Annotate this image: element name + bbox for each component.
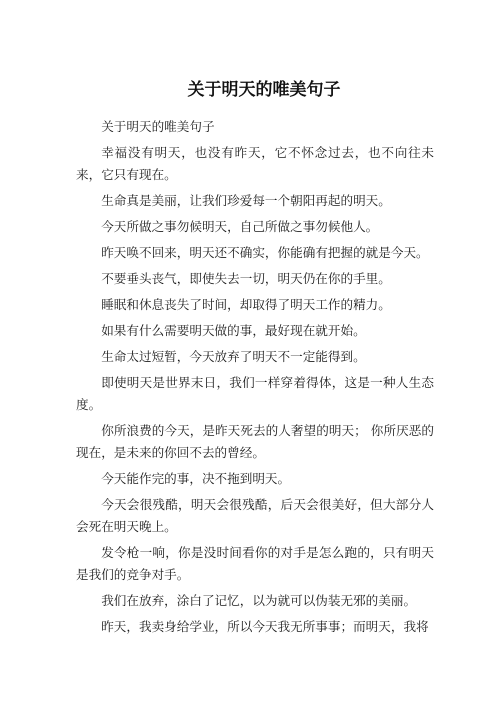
paragraph: 昨天，我卖身给学业，所以今天我无所事事；而明天，我将: [101, 619, 429, 634]
paragraph: 我们在放弃，涂白了记忆，以为就可以伪装无邪的美丽。: [101, 593, 417, 608]
document-body: [76, 116, 434, 638]
paragraph: 昨天唤不回来，明天还不确实，你能确有把握的就是今天。: [101, 245, 429, 260]
paragraph: 即使明天是世界末日，我们一样穿着得体，这是一种人生态度。: [76, 375, 434, 412]
paragraph: 关于明天的唯美句子: [101, 119, 215, 134]
paragraph: 如果有什么需要明天做的事，最好现在就开始。: [101, 323, 366, 338]
paragraph: 发令枪一响，你是没时间看你的对手是怎么跑的，只有明天是我们的竞争对手。: [76, 545, 434, 582]
paragraph: 幸福没有明天，也没有昨天，它不怀念过去，也不向往未来，它只有现在。: [76, 145, 434, 182]
paragraph: 生命太过短暂，今天放弃了明天不一定能得到。: [101, 349, 366, 364]
document-title: 关于明天的唯美句子: [187, 80, 341, 100]
paragraph: 你所浪费的今天，是昨天死去的人奢望的明天； 你所厌恶的现在，是未来的你回不去的曾经。: [76, 423, 434, 460]
paragraph: 今天所做之事勿候明天，自己所做之事勿候他人。: [101, 219, 379, 234]
paragraph: 不要垂头丧气，即使失去一切，明天仍在你的手里。: [101, 271, 391, 286]
paragraph: 今天会很残酷，明天会很残酷，后天会很美好，但大部分人会死在明天晚上。: [76, 497, 434, 534]
paragraph: 睡眠和休息丧失了时间，却取得了明天工作的精力。: [101, 297, 391, 312]
paragraph: 今天能作完的事，决不拖到明天。: [101, 471, 291, 486]
paragraph: 生命真是美丽，让我们珍爱每一个朝阳再起的明天。: [101, 193, 391, 208]
